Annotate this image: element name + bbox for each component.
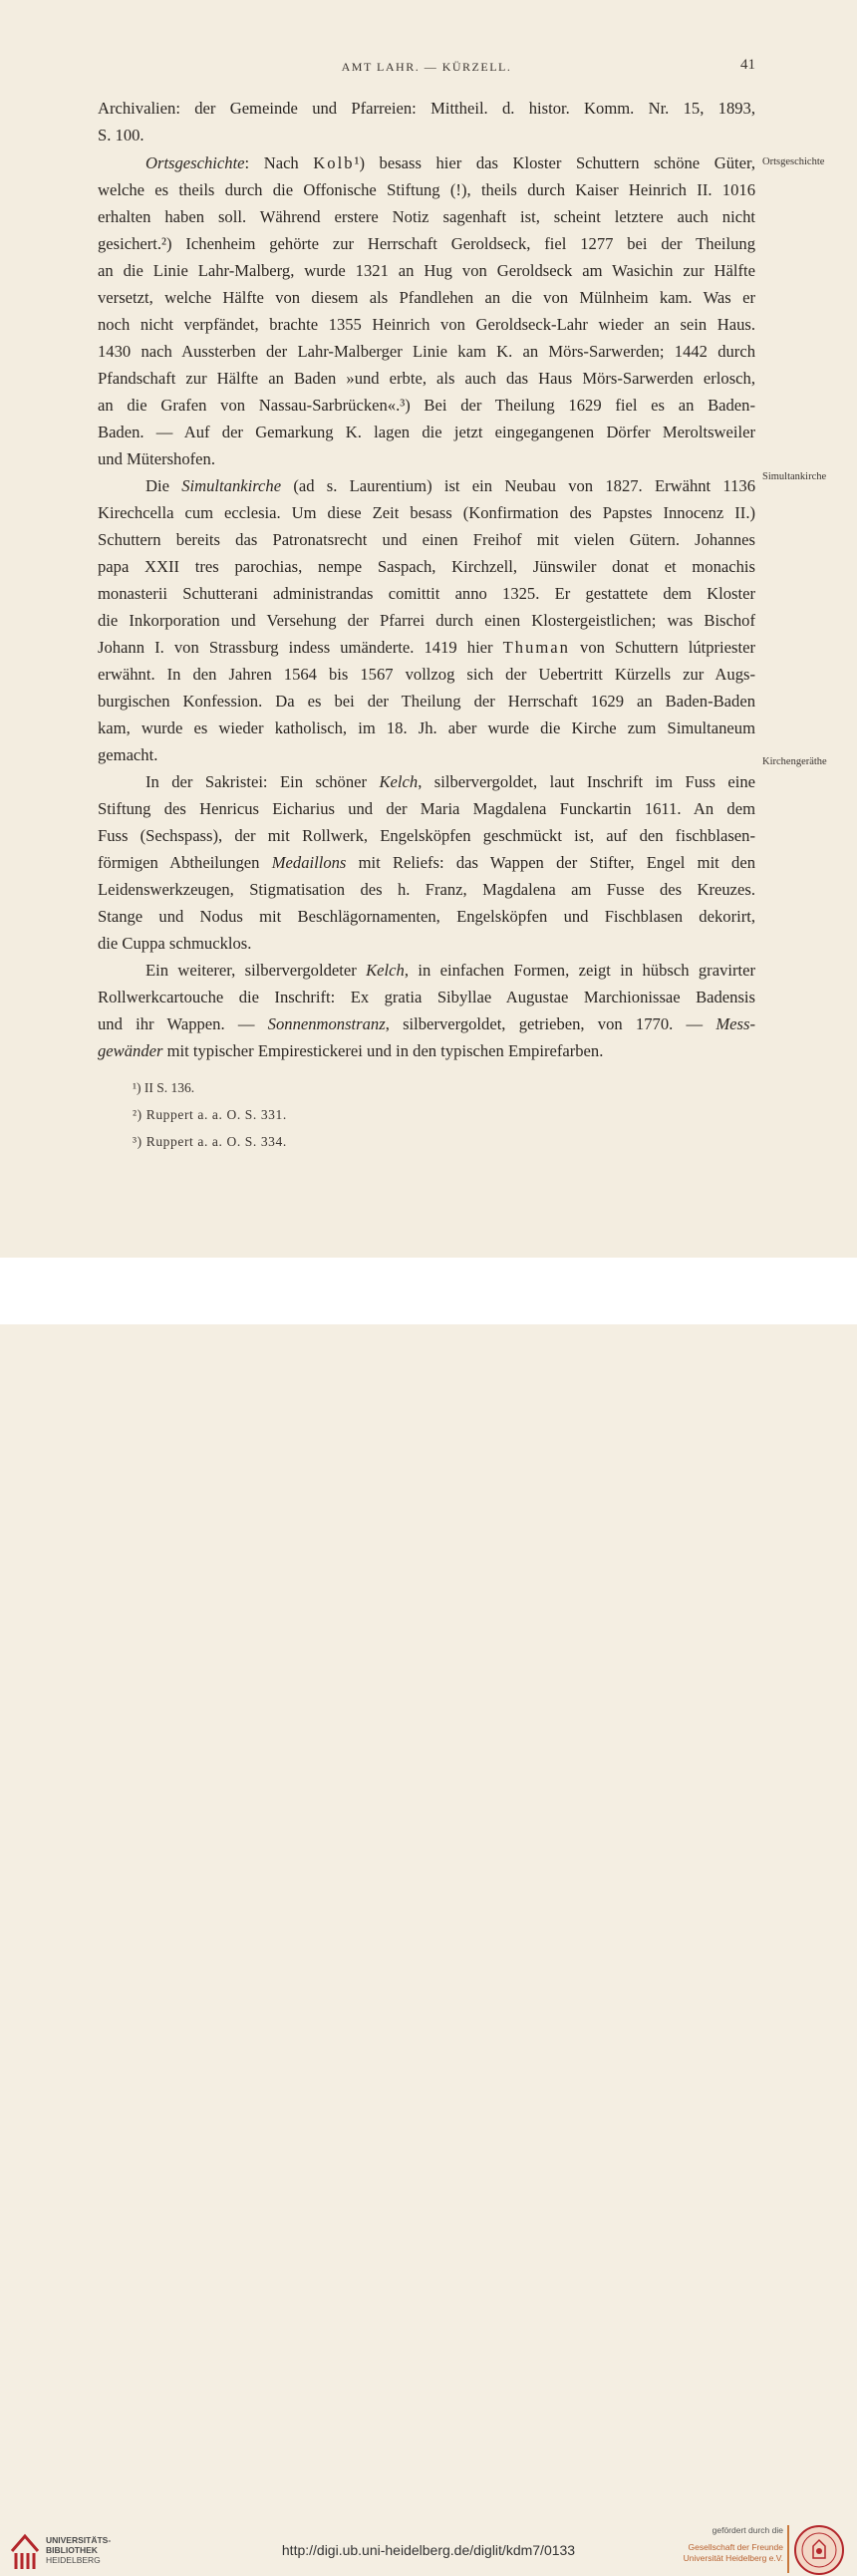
text-line: Pfandschaft zur Hälfte an Baden »und erbte, als auch das Haus Mörs-Sarwerden erlosch, <box>98 369 755 388</box>
text-line: Ortsgeschichte: Nach Kolb¹) besass hier das Kloster Schuttern schöne Güter, <box>145 153 755 172</box>
text-line: gemacht. <box>98 745 158 764</box>
text-line: an die Grafen von Nassau-Sarbrücken«.³) Bei der Theilung 1629 fiel es an Baden- <box>98 396 755 415</box>
text-line: Fuss (Sechspass), der mit Rollwerk, Engelsköpfen geschmückt ist, auf den fischblasen- <box>98 826 755 845</box>
margin-note-ortsgeschichte: Ortsgeschichte <box>762 156 825 167</box>
text-line: S. 100. <box>98 126 144 144</box>
text-line: In der Sakristei: Ein schöner Kelch, silbervergoldet, laut Inschrift im Fuss eine <box>145 772 755 791</box>
text-line: Ein weiterer, silbervergoldeter Kelch, in einfachen Formen, zeigt in hübsch gravirter <box>145 961 755 980</box>
footnote-2: ²) Ruppert a. a. O. S. 331. <box>133 1107 287 1122</box>
library-name: UNIVERSITÄTS- BIBLIOTHEK HEIDELBERG <box>46 2535 112 2565</box>
university-seal-icon <box>793 2524 845 2576</box>
text-line: gesichert.²) Ichenheim gehörte zur Herrschaft Geroldseck, fiel 1277 bei der Theilung <box>98 234 755 253</box>
footnote-1: ¹) II S. 136. <box>133 1080 195 1095</box>
text-line: monasterii Schutterani administrandas comittit anno 1325. Er gestattete dem Kloster <box>98 584 755 603</box>
text-line: versetzt, welche Hälfte von diesem als Pfandlehen an die von Mülnheim kam. Was er <box>98 288 755 307</box>
text-line: welche es theils durch die Offonische Stiftung (!), theils durch Kaiser Heinrich II. 1016 <box>98 180 755 199</box>
text-line: erwähnt. In den Jahren 1564 bis 1567 vollzog sich der Uebertritt Kürzells zur Augs- <box>98 665 755 684</box>
text-line: Die Simultankirche (ad s. Laurentium) ist ein Neubau von 1827. Erwähnt 1136 <box>145 476 755 495</box>
scanned-page <box>0 0 857 1258</box>
text-line: die Cuppa schmucklos. <box>98 934 252 953</box>
header-title: AMT LAHR. — KÜRZELL. <box>341 60 512 74</box>
sponsor-divider <box>787 2525 789 2573</box>
text-line: Stange und Nodus mit Beschlägornamenten, Engelsköpfen und Fischblasen dekorirt, <box>98 907 755 926</box>
margin-note-kirchengeraethe: Kirchengeräthe <box>762 756 827 767</box>
text-line: 1430 nach Aussterben der Lahr-Malberger Linie kam K. an Mörs-Sarwerden; 1442 durch <box>98 342 755 361</box>
text-line: Baden. — Auf der Gemarkung K. lagen die jetzt eingegangenen Dörfer Meroltsweiler <box>98 423 755 441</box>
text-line: Rollwerkcartouche die Inschrift: Ex gratia Sibyllae Augustae Marchionissae Badensis <box>98 988 755 1006</box>
text-line: die Inkorporation und Versehung der Pfarrei durch einen Klostergeistlichen; was Bischof <box>98 611 755 630</box>
margin-note-simultankirche: Simultankirche <box>762 471 827 482</box>
page-number: 41 <box>740 57 755 73</box>
text-line: erhalten haben soll. Während erstere Notiz sagenhaft ist, scheint letztere auch nicht <box>98 207 755 226</box>
text-line: kam, wurde es wieder katholisch, im 18. Jh. aber wurde die Kirche zum Simultaneum <box>98 718 755 737</box>
text-line: Archivalien: der Gemeinde und Pfarreien: Mittheil. d. histor. Komm. Nr. 15, 1893, <box>98 99 755 118</box>
text-line: und Mütershofen. <box>98 449 215 468</box>
text-line: Kirechcella cum ecclesia. Um diese Zeit besass (Konfirmation des Papstes Innocenz II.) <box>98 503 755 522</box>
text-line: gewänder mit typischer Empirestickerei und in den typischen Empirefarben. <box>98 1041 604 1060</box>
text-line: förmigen Abtheilungen Medaillons mit Reliefs: das Wappen der Stifter, Engel mit den <box>98 853 755 872</box>
text-line: burgischen Konfession. Da es bei der Theilung der Herrschaft 1629 an Baden-Baden <box>98 692 755 711</box>
text-line: noch nicht verpfändet, brachte 1355 Heinrich von Geroldseck-Lahr wieder an sein Haus. <box>98 315 755 334</box>
footnote-3: ³) Ruppert a. a. O. S. 334. <box>133 1134 287 1149</box>
text-line: papa XXII tres parochias, nempe Saspach, Kirchzell, Jünswiler donat et monachis <box>98 557 755 576</box>
text-line: Johann I. von Strassburg indess umänderte. 1419 hier Thuman von Schuttern lútpriester <box>98 638 755 657</box>
text-line: Schuttern bereits das Patronatsrecht und einen Freihof mit vielen Gütern. Johannes <box>98 530 755 549</box>
footer-bar <box>0 1258 857 2565</box>
text-line: Stiftung des Henricus Eicharius und der Maria Magdalena Funckartin 1611. An dem <box>98 799 755 818</box>
text-line: Leidenswerkzeugen, Stigmatisation des h. Franz, Magdalena am Fusse des Kreuzes. <box>98 880 755 899</box>
text-line: an die Linie Lahr-Malberg, wurde 1321 an Hug von Geroldseck am Wasichin zur Hälfte <box>98 261 755 280</box>
permalink-url[interactable]: http://digi.ub.uni-heidelberg.de/diglit/kdm7/0133 <box>281 2542 576 2558</box>
text-line: und ihr Wappen. — Sonnenmonstranz, silbervergoldet, getrieben, von 1770. — Mess- <box>98 1014 755 1033</box>
sponsor-text: gefördert durch die Gesellschaft der Freunde Universität Heidelberg e.V. <box>683 2525 783 2563</box>
running-header <box>98 57 755 77</box>
